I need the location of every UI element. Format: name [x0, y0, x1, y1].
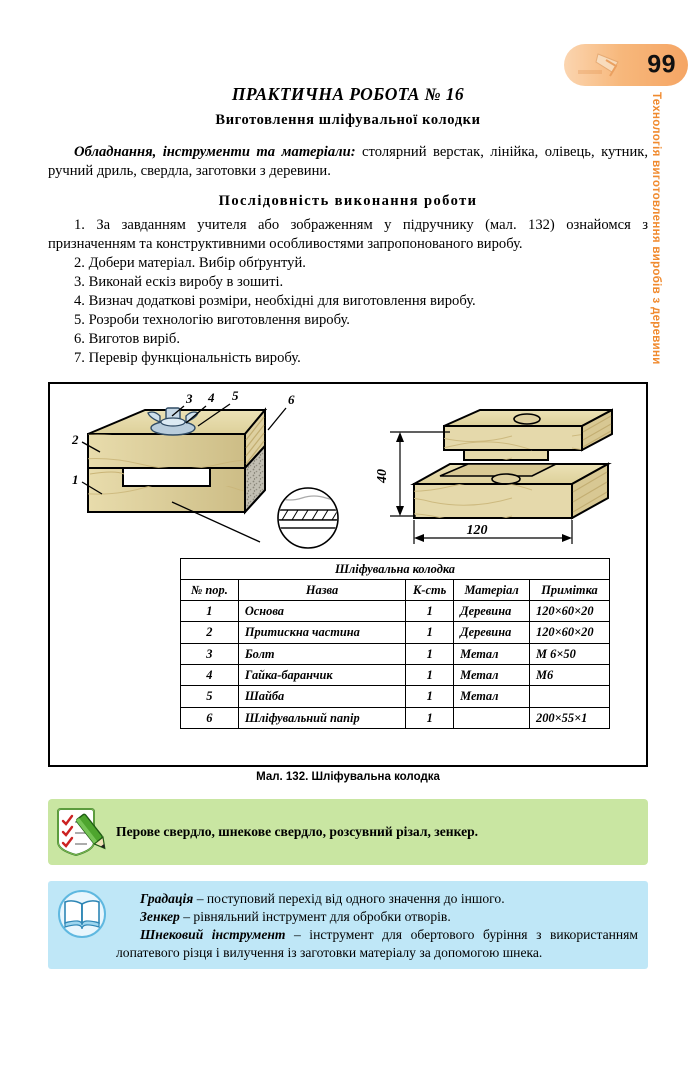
glossary-term: Градація	[140, 890, 194, 906]
cell-number: 2	[181, 622, 239, 643]
figure-frame	[48, 382, 648, 767]
cell-name: Шайба	[238, 686, 405, 707]
table-row	[181, 686, 610, 707]
dimension-width-label: 120	[466, 522, 488, 538]
glossary-term: Шнековий інструмент	[140, 927, 286, 943]
key-terms-text: Перове свердло, шнекове свердло, розсувний різал, зенкер.	[116, 823, 479, 839]
cell-name: Шліфувальний папір	[238, 707, 405, 728]
column-header-material: Матеріал	[454, 579, 530, 600]
callout-5: 5	[232, 389, 239, 403]
page-number-tab	[564, 44, 688, 86]
column-header-note: Примітка	[530, 579, 610, 600]
cell-material: Метал	[454, 643, 530, 664]
cell-number: 1	[181, 601, 239, 622]
cell-number: 3	[181, 643, 239, 664]
practical-work-subtitle: Виготовлення шліфувальної колодки	[215, 112, 481, 128]
table-row	[181, 665, 610, 686]
cell-note: 200×55×1	[530, 707, 610, 728]
table-row	[181, 643, 610, 664]
cell-material: Метал	[454, 686, 530, 707]
callout-6: 6	[288, 391, 295, 407]
column-header-name: Назва	[238, 579, 405, 600]
list-item: 7. Перевір функціональність виробу.	[74, 349, 301, 366]
callout-1: 1	[72, 471, 79, 487]
equipment-paragraph	[48, 143, 648, 181]
parts-table	[180, 558, 610, 729]
callout-2: 2	[72, 431, 79, 447]
column-header-number: № пор.	[181, 579, 239, 600]
cell-material: Метал	[454, 665, 530, 686]
table-row	[181, 622, 610, 643]
glossary-definition: – рівняльний інструмент для обробки отворів.	[179, 909, 451, 925]
glossary-entry	[116, 926, 638, 961]
glossary-entry	[116, 890, 638, 907]
glossary-definition: – інструмент для обертового буріння з використанням лопатевого різця і вилучення із заготовки матеріалу за допомогою шнека.	[116, 927, 639, 960]
cell-note: 120×60×20	[530, 601, 610, 622]
cell-quantity: 1	[406, 643, 454, 664]
glossary-definition: – поступовий перехід від одного значення до іншого.	[193, 890, 505, 906]
cell-name: Болт	[238, 643, 405, 664]
list-item: 2. Добери матеріал. Вибір обґрунтуй.	[74, 254, 306, 271]
callout-4: 4	[208, 389, 215, 405]
glossary-entries	[116, 888, 638, 963]
cell-quantity: 1	[406, 686, 454, 707]
table-header-row	[181, 579, 610, 600]
equipment-text: столярний верстак, лінійка, олівець, кутник, ручний дриль, свердла, заготовки з деревини.	[48, 144, 648, 179]
list-item: 6. Виготов виріб.	[74, 330, 181, 347]
cell-quantity: 1	[406, 707, 454, 728]
open-book-icon	[54, 888, 110, 940]
cell-quantity: 1	[406, 665, 454, 686]
detail-callout-circle	[278, 488, 350, 548]
glossary-box	[48, 881, 648, 970]
cell-note: M 6×50	[530, 643, 610, 664]
practical-work-title: ПРАКТИЧНА РОБОТА № 16	[231, 84, 465, 104]
cell-note: 120×60×20	[530, 622, 610, 643]
key-terms-box	[48, 799, 648, 865]
table-title-row	[181, 558, 610, 579]
cell-quantity: 1	[406, 622, 454, 643]
cell-number: 6	[181, 707, 239, 728]
list-item: 1. За завданням учителя або зображенням у підручнику (мал. 132) ознайомся з призначенням та конструктивними особливостями запропонованого виробу.	[48, 216, 648, 252]
equipment-label: Обладнання, інструменти та матеріали:	[74, 144, 356, 160]
cell-material: Деревина	[454, 622, 530, 643]
page-content	[48, 84, 648, 985]
figure-caption: Мал. 132. Шліфувальна колодка	[256, 770, 440, 783]
cell-material	[454, 707, 530, 728]
tool-decoration-icon	[572, 50, 636, 80]
dimension-height-label: 40	[375, 468, 390, 483]
cell-name: Основа	[238, 601, 405, 622]
cell-number: 4	[181, 665, 239, 686]
steps-list	[48, 216, 648, 368]
cell-note	[530, 686, 610, 707]
list-item: 4. Визнач додаткові розміри, необхідні для виготовлення виробу.	[74, 292, 476, 309]
cell-name: Гайка-баранчик	[238, 665, 405, 686]
cell-quantity: 1	[406, 601, 454, 622]
cell-note: M6	[530, 665, 610, 686]
table-title: Шліфувальна колодка	[181, 558, 610, 579]
callout-3: 3	[186, 390, 193, 406]
cell-name: Притискна частина	[238, 622, 405, 643]
cell-number: 5	[181, 686, 239, 707]
column-header-quantity: К-сть	[406, 579, 454, 600]
table-row	[181, 601, 610, 622]
dimension-width	[414, 520, 572, 544]
page-number: 99	[647, 50, 676, 79]
table-row	[181, 707, 610, 728]
list-item: 3. Виконай ескіз виробу в зошиті.	[74, 273, 284, 290]
chapter-side-title: Технологія виготовлення виробів з деревини	[650, 92, 662, 365]
checklist-pencil-icon	[54, 806, 110, 858]
glossary-term: Зенкер	[140, 909, 180, 925]
assembled-block-diagram	[60, 390, 370, 555]
glossary-entry	[116, 908, 638, 925]
list-item: 5. Розроби технологію виготовлення виробу.	[74, 311, 350, 328]
cell-material: Деревина	[454, 601, 530, 622]
sequence-heading: Послідовність виконання роботи	[218, 192, 478, 209]
exploded-view-diagram	[372, 388, 638, 556]
